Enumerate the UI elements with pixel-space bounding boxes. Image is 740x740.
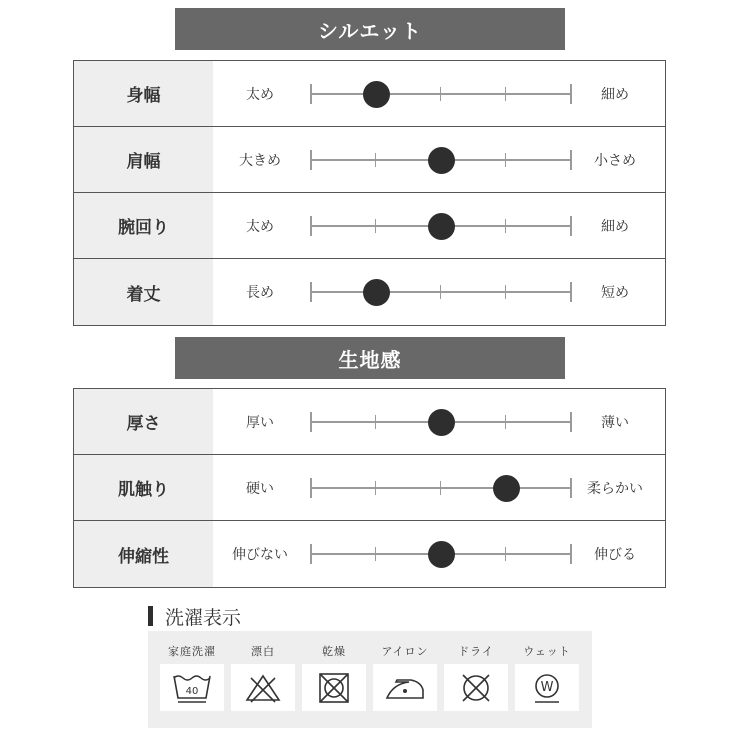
scale-marker (428, 541, 455, 568)
scale-tick (375, 481, 376, 495)
row-label: 肌触り (74, 455, 213, 520)
no-tumble-dry-icon (302, 664, 366, 711)
scale-tick (440, 481, 441, 495)
scale-tick (505, 153, 506, 167)
table-row (74, 455, 665, 521)
scale-line (310, 487, 572, 489)
silhouette-table (73, 60, 666, 326)
scale-tick (505, 87, 506, 101)
fabric-table (73, 388, 666, 588)
scale-marker (363, 81, 390, 108)
fabric-heading (175, 337, 565, 379)
scale-right-label: 伸びる (594, 547, 636, 563)
scale-tick (310, 282, 312, 302)
row-label: 厚さ (74, 389, 213, 454)
wet-clean-icon (515, 664, 579, 711)
wash-item-label: 漂白 (251, 645, 275, 658)
scale-marker (363, 279, 390, 306)
scale-left-label: 硬い (246, 480, 274, 497)
table-row (74, 61, 665, 127)
rating-scale (310, 193, 572, 258)
scale-right-label: 柔らかい (587, 480, 643, 497)
scale-right-label: 薄い (601, 414, 629, 431)
silhouette-title: シルエット (317, 18, 423, 43)
scale-tick (310, 216, 312, 236)
silhouette-heading (175, 8, 565, 50)
scale-tick (375, 547, 376, 561)
scale-marker (428, 147, 455, 174)
washing-title: 洗濯表示 (165, 606, 242, 629)
scale-tick (505, 219, 506, 233)
row-label: 伸縮性 (74, 521, 213, 587)
scale-marker (428, 213, 455, 240)
wash-item-label: アイロン (381, 645, 429, 658)
scale-tick (310, 150, 312, 170)
fabric-title: 生地感 (338, 347, 402, 372)
scale-tick (310, 84, 312, 104)
wash-item-label: ウェット (523, 645, 571, 658)
scale-line (310, 291, 572, 293)
row-label: 着丈 (74, 259, 213, 325)
wash-item (373, 631, 437, 728)
no-bleach-icon (231, 664, 295, 711)
table-row (74, 521, 665, 587)
scale-tick (505, 285, 506, 299)
scale-left-label: 伸びない (232, 547, 288, 563)
wash-item (160, 631, 224, 728)
scale-tick (505, 547, 506, 561)
scale-tick (440, 87, 441, 101)
scale-tick (310, 478, 312, 498)
iron-icon (373, 664, 437, 711)
wash-item (231, 631, 295, 728)
scale-right-label: 小さめ (594, 152, 636, 169)
wash-item-label: 乾燥 (322, 645, 346, 658)
scale-left-label: 大きめ (239, 152, 281, 169)
scale-marker (428, 409, 455, 436)
rating-scale (310, 455, 572, 520)
wash-item-label: 家庭洗濯 (168, 645, 216, 658)
scale-right-label: 細め (601, 86, 629, 103)
scale-right-label: 細め (601, 218, 629, 235)
table-row (74, 389, 665, 455)
wash-item (444, 631, 508, 728)
scale-tick (375, 415, 376, 429)
wash-item (302, 631, 366, 728)
scale-tick (505, 415, 506, 429)
row-label: 腕回り (74, 193, 213, 258)
scale-left-label: 長め (246, 285, 274, 301)
rating-scale (310, 389, 572, 454)
wash-item-label: ドライ (458, 645, 494, 658)
table-row (74, 193, 665, 259)
scale-tick (440, 285, 441, 299)
rating-scale (310, 127, 572, 192)
scale-tick (375, 153, 376, 167)
table-row (74, 127, 665, 193)
wash-tub-40-icon (160, 664, 224, 711)
scale-right-label: 短め (601, 285, 629, 301)
wash-item (515, 631, 579, 728)
row-label: 肩幅 (74, 127, 213, 192)
rating-scale (310, 61, 572, 126)
row-label: 身幅 (74, 61, 213, 126)
scale-line (310, 93, 572, 95)
scale-left-label: 太め (246, 218, 274, 235)
scale-left-label: 厚い (246, 414, 274, 431)
rating-scale (310, 259, 572, 325)
scale-tick (375, 219, 376, 233)
washing-heading (148, 604, 241, 628)
washing-panel (148, 631, 592, 728)
scale-tick (310, 412, 312, 432)
table-row (74, 259, 665, 325)
scale-tick (310, 544, 312, 564)
scale-marker (493, 475, 520, 502)
heading-bar (148, 606, 153, 626)
rating-scale (310, 521, 572, 587)
scale-left-label: 太め (246, 86, 274, 103)
wash-temp: 40 (185, 685, 199, 697)
wet-letter: W (540, 679, 554, 695)
no-dry-clean-icon (444, 664, 508, 711)
